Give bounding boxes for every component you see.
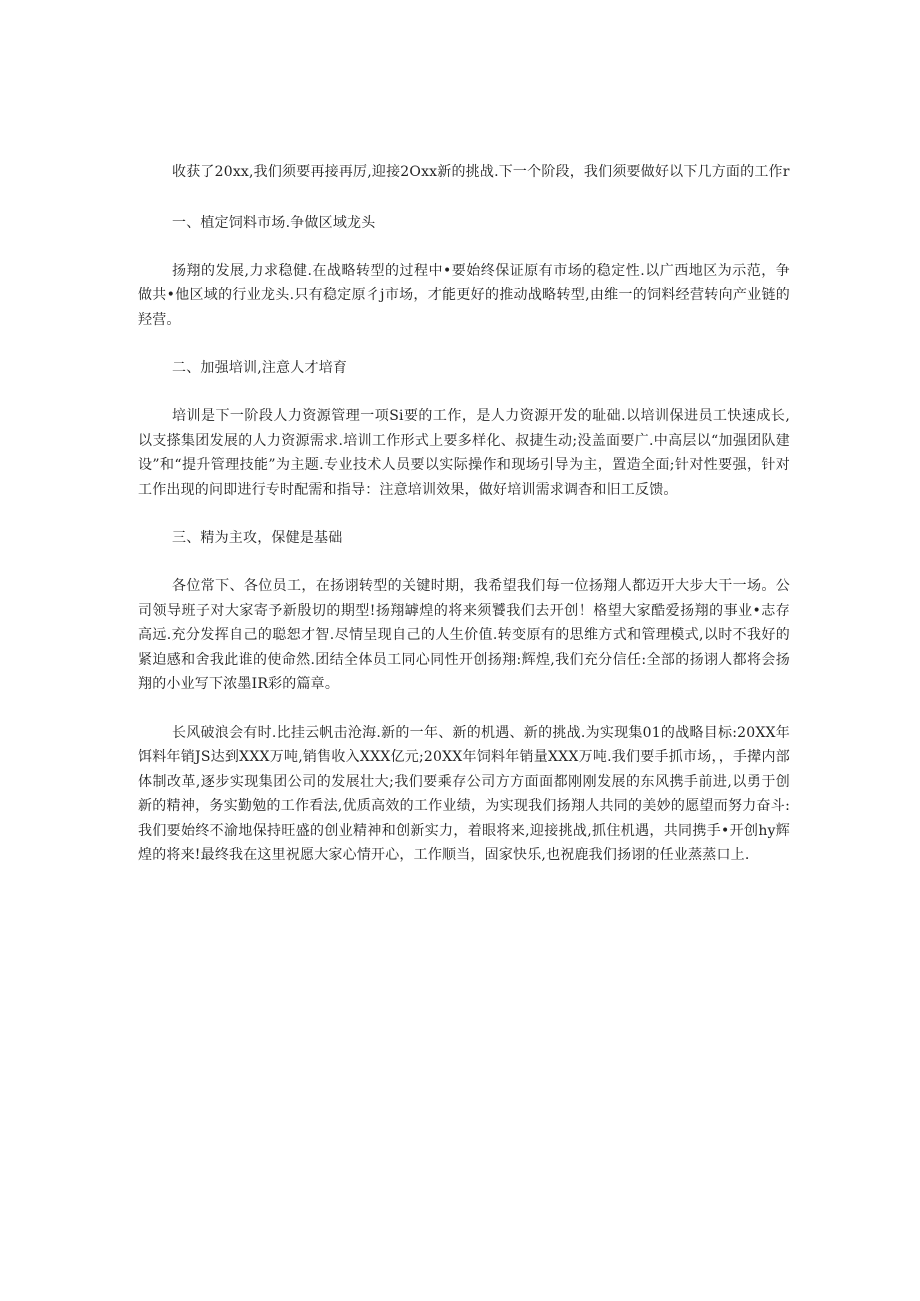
closing-paragraph: 长风破浪会有时.比挂云帆击沧海.新的一年、新的机遇、新的挑战.为实现集01的战略目标:20XX年饵料年销JS达到XXX万吨,销售收入XXX亿元;20XX年饲料年销量XXX万吨.我们要手抓市场，，手撵内部体制改革,逐步实现集团公司的发展壮大;我们要乘存公司方方面面都刚刚发展的东风携手前进,以勇于创新的精神，务实勤勉的工作看法,优质高效的工作业绩，为实现我们扬翔人共同的美妙的愿望而努力奋斗:我们要始终不渝地保持旺盛的创业精神和创新实力，着眼将来,迎接挑战,抓住机遇，共同携手•开创hy辉煌的将来!最终我在这里祝愿大家心情开心，工作顺当，固家快乐,也祝鹿我们扬诩的任业蒸蒸口上.	[138, 724, 790, 863]
intro-paragraph: 收获了20xx,我们须要再接再厉,迎接2Oxx新的挑战.下一个阶段，我们须要做好以下几方面的工作r	[172, 164, 790, 180]
section-heading-3: 三、精为主攻，保健是基础	[172, 530, 343, 546]
section-heading-2: 二、加强培训,注意人才培育	[172, 360, 348, 376]
section-heading-1: 一、植定饲料市场.争做区域龙头	[172, 214, 376, 231]
section-body-1: 扬翔的发展,力求稳健.在战略转型的过程中•要始终保证原有市场的稳定性.以广西地区为示范，争做共•他区域的行业龙头.只有稳定原彳j市场，才能更好的推动战略转型,由维一的饲料经营转向产业链的羟营。	[138, 262, 790, 328]
document-page	[138, 160, 790, 892]
section-body-2: 培训是下一阶段人力资源管理一项Si要的工作，是人力资源开发的耻础.以培训保进员工快速成长,以支搽集团发展的人力资源需求.培训工作形式上要多样化、叔捷生动;没盖面要广.中高层以“加强团队建设”和“提升管理技能”为主题.专业技术人员要以实际操作和现场引导为主，置造全面;针对性要强，针对工作出现的问即进行专时配需和指导：注意培训效果，做好培训需求调杳和旧工反馈。	[138, 408, 790, 498]
section-body-3: 各位常下、各位员工，在扬诩转型的关键时期，我希望我们每一位扬翔人都迈开大步大干一场。公司领导班子对大家寄予新殷切的期型!扬翔罅煌的将来须饕我们去开创！格望大家酷爱扬翔的事业•志存高远.充分发挥自己的聪恕才智.尽情呈现自己的人生价值.转变原有的思维方式和管理模式,以时不我好的紧迫感和舍我此谁的使命然.团结全体员工同心同性开创扬翔:辉煌,我们充分信任:全部的扬诩人都将会扬翔的小业写下浓墨IR彩的篇章。	[138, 578, 790, 692]
